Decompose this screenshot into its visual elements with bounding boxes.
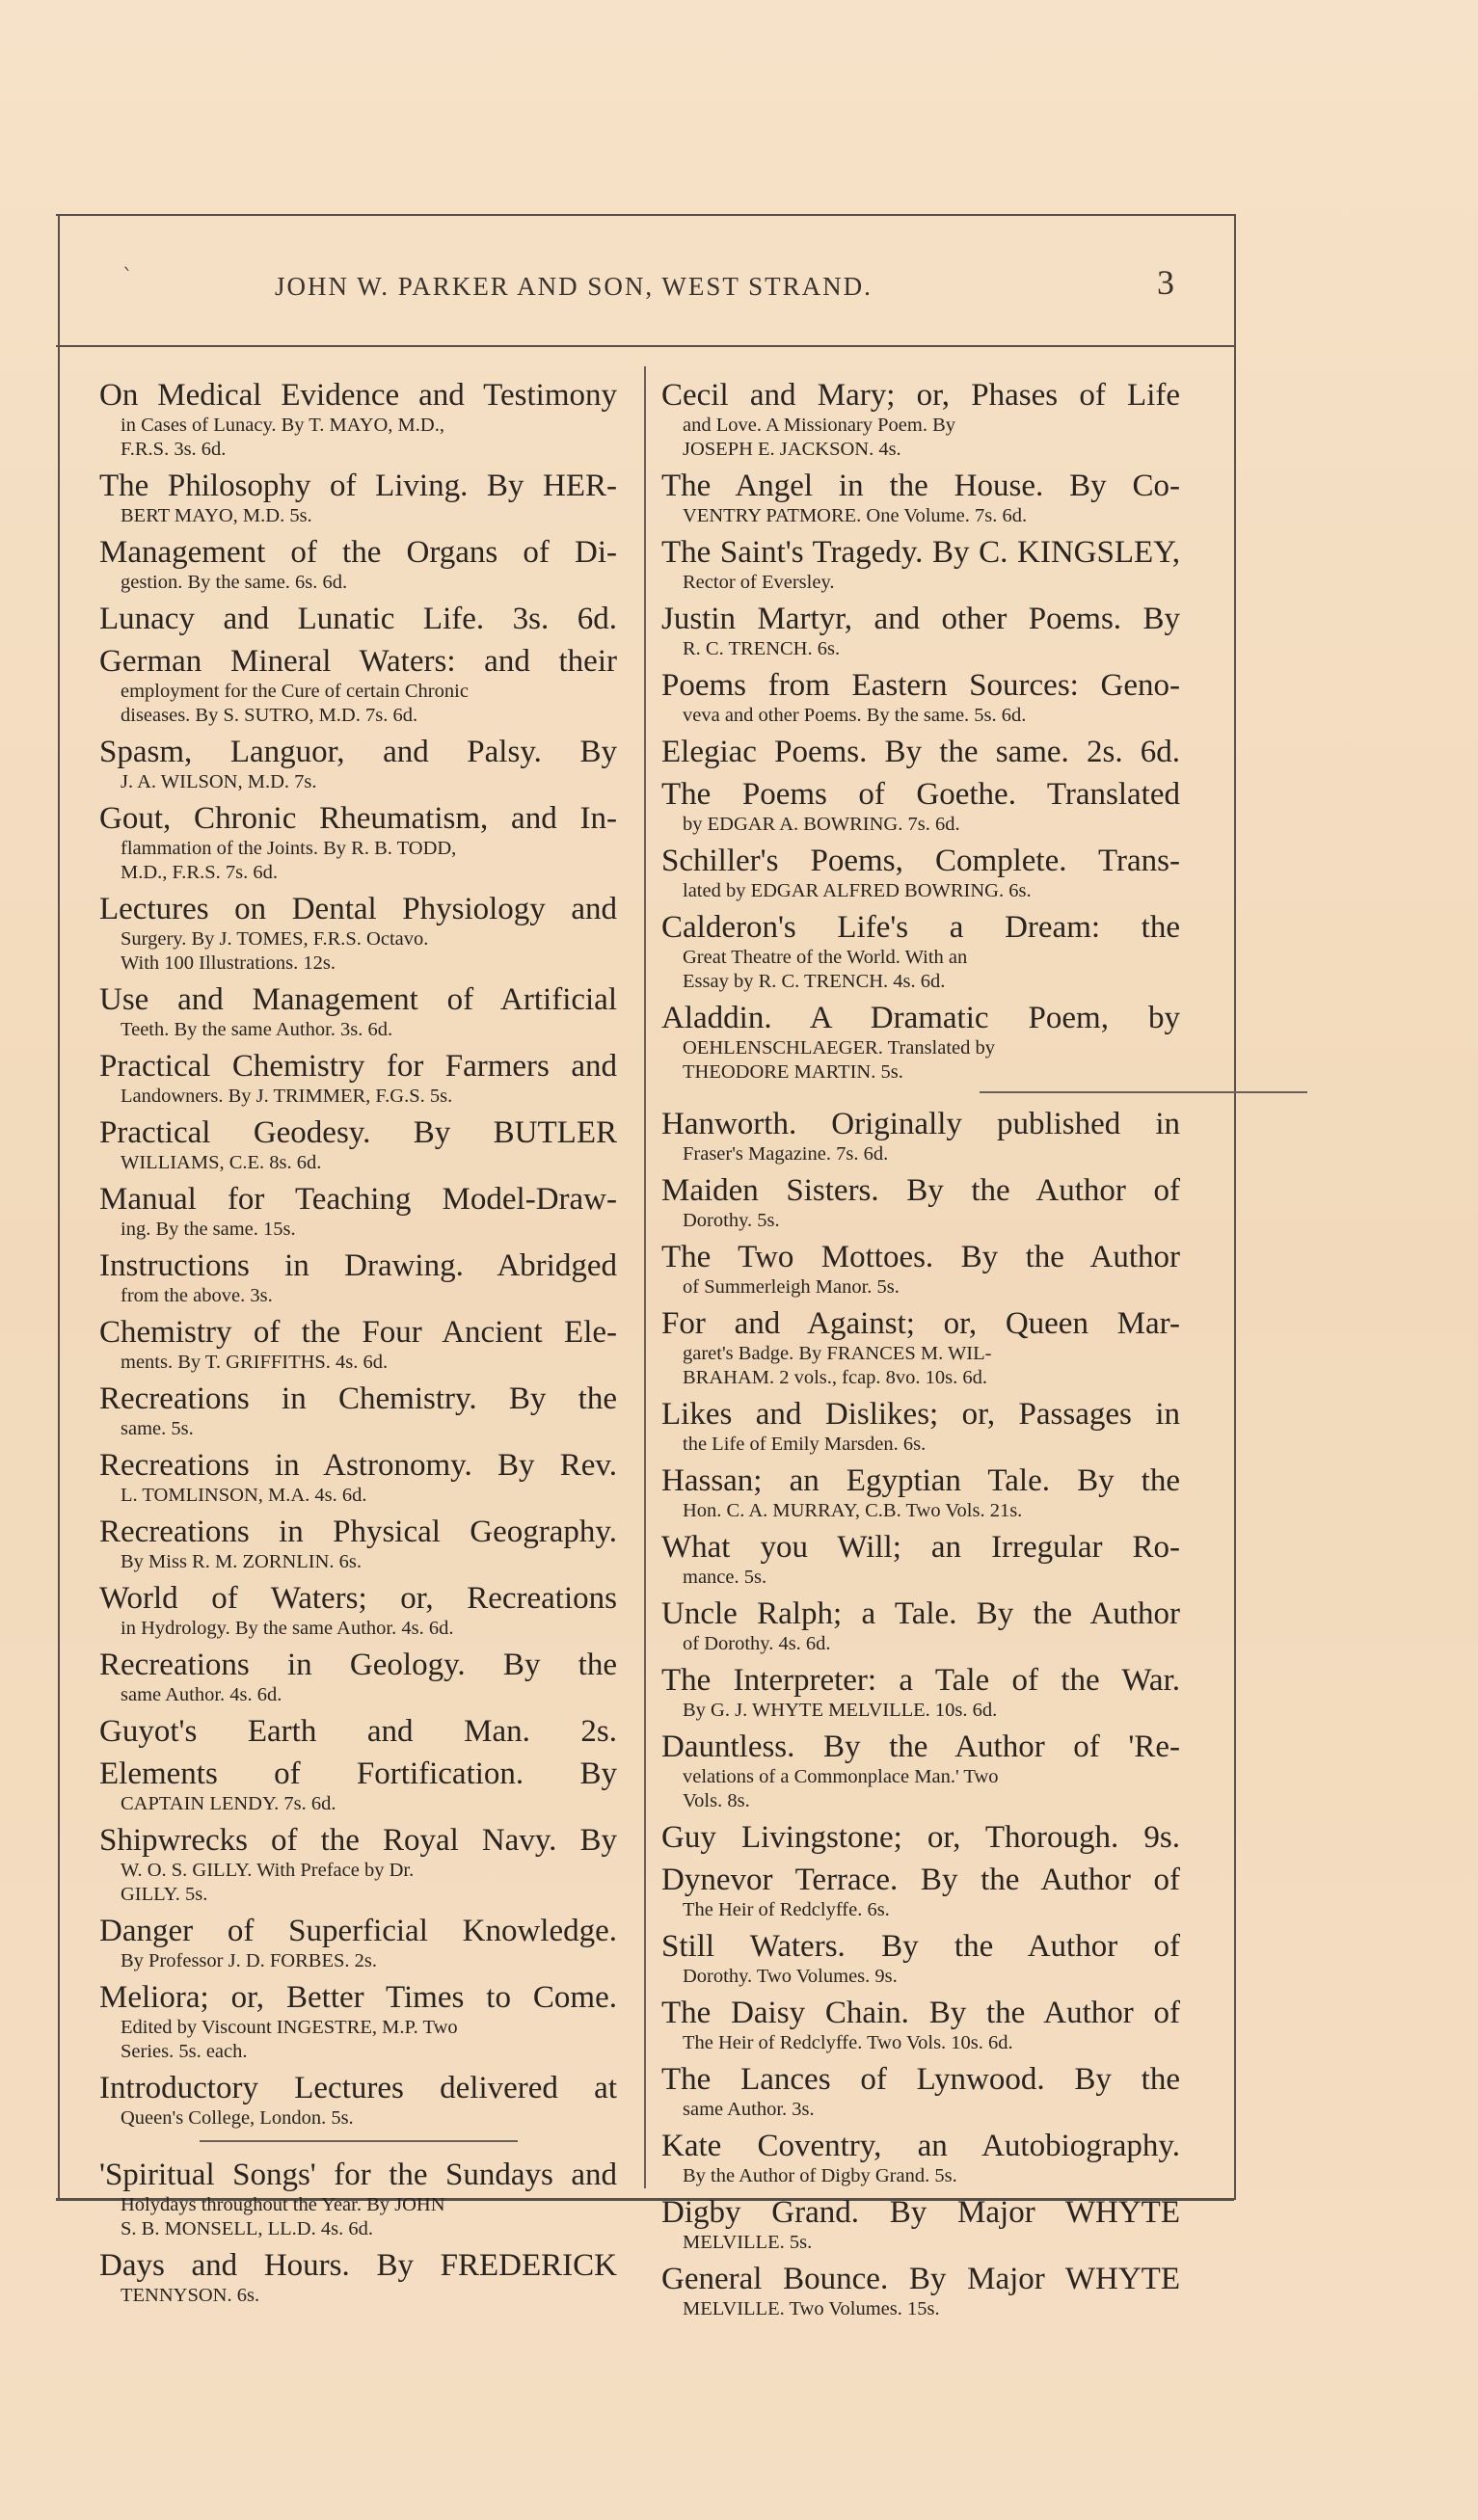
entry-description-line: MELVILLE. Two Volumes. 15s. [683,2298,940,2319]
entry-title: Meliora; or, Better Times to Come. [99,1980,617,2015]
catalogue-entry [99,1182,617,1242]
catalogue-entry [99,378,617,462]
catalogue-entry [99,2248,617,2308]
entry-title: Use and Management of Artificial [99,982,617,1017]
header-rule [56,345,1234,347]
catalogue-entry [99,2071,617,2131]
entry-title: Uncle Ralph; a Tale. By the Author [661,1596,1180,1631]
catalogue-entry [661,1173,1180,1233]
catalogue-entry [661,535,1180,595]
right-column [661,378,1180,2328]
entry-description-line: WILLIAMS, C.E. 8s. 6d. [121,1152,322,1173]
entry-description-line: employment for the Cure of certain Chronic [121,681,469,702]
entry-description-line: The Heir of Redclyffe. Two Vols. 10s. 6d. [683,2032,1013,2053]
entry-title: For and Against; or, Queen Mar- [661,1306,1180,1341]
entry-title: Digby Grand. By Major WHYTE [661,2195,1180,2230]
right-section-rule [980,1091,1307,1093]
catalogue-entry [99,602,617,637]
entry-title: Practical Chemistry for Farmers and [99,1049,617,1084]
entry-description-line: Teeth. By the same Author. 3s. 6d. [121,1019,393,1040]
entry-description-line: Dorothy. Two Volumes. 9s. [683,1966,898,1987]
entry-title: The Two Mottoes. By the Author [661,1240,1180,1274]
entry-description-line: mance. 5s. [683,1567,767,1588]
entry-description-line: J. A. WILSON, M.D. 7s. [121,771,317,792]
catalogue-entry [661,910,1180,994]
entry-description-line: By G. J. WHYTE MELVILLE. 10s. 6d. [683,1700,998,1721]
entry-description-line: gestion. By the same. 6s. 6d. [121,572,348,593]
entry-title: Danger of Superficial Knowledge. [99,1914,617,1948]
entry-title: Days and Hours. By FREDERICK [99,2248,617,2283]
entry-description-line: same. 5s. [121,1418,194,1439]
entry-title: The Daisy Chain. By the Author of [661,1996,1180,2030]
entry-title: The Saint's Tragedy. By C. KINGSLEY, [661,535,1180,570]
entry-description-line: of Dorothy. 4s. 6d. [683,1633,831,1654]
entry-description-line: By the Author of Digby Grand. 5s. [683,2165,957,2186]
entry-title: Gout, Chronic Rheumatism, and In- [99,801,617,836]
entry-title: Recreations in Astronomy. By Rev. [99,1448,617,1483]
entry-title: Spasm, Languor, and Palsy. By [99,735,617,769]
entry-description-line: MELVILLE. 5s. [683,2232,813,2253]
entry-description-line: S. B. MONSELL, LL.D. 4s. 6d. [121,2218,373,2239]
catalogue-entry [99,1049,617,1109]
entry-title: Hassan; an Egyptian Tale. By the [661,1463,1180,1498]
entry-title: Elements of Fortification. By [99,1756,617,1791]
entry-title: German Mineral Waters: and their [99,644,617,679]
entry-description-line: ments. By T. GRIFFITHS. 4s. 6d. [121,1352,389,1373]
entry-title: Cecil and Mary; or, Phases of Life [661,378,1180,413]
entry-description-line: in Cases of Lunacy. By T. MAYO, M.D., [121,415,444,436]
entry-description-line: W. O. S. GILLY. With Preface by Dr. [121,1860,415,1881]
entry-title: Aladdin. A Dramatic Poem, by [661,1001,1180,1035]
catalogue-entry [661,1729,1180,1813]
entry-title: Poems from Eastern Sources: Geno- [661,668,1180,703]
entry-description-line: With 100 Illustrations. 12s. [121,952,336,974]
entry-description-line: by EDGAR A. BOWRING. 7s. 6d. [683,814,960,835]
left-section-rule [200,2140,518,2142]
left-column-list-after-rule [99,2158,617,2308]
entry-description-line: in Hydrology. By the same Author. 4s. 6d. [121,1618,454,1639]
catalogue-entry [661,1306,1180,1390]
catalogue-entry [661,735,1180,770]
entry-description-line: Essay by R. C. TRENCH. 4s. 6d. [683,971,946,992]
catalogue-entry [99,892,617,976]
entry-title: Lectures on Dental Physiology and [99,892,617,926]
entry-description-line: Surgery. By J. TOMES, F.R.S. Octavo. [121,928,429,950]
entry-title: Guyot's Earth and Man. 2s. [99,1714,617,1749]
entry-title: On Medical Evidence and Testimony [99,378,617,413]
entry-description-line: ing. By the same. 15s. [121,1219,296,1240]
entry-description-line: VENTRY PATMORE. One Volume. 7s. 6d. [683,505,1028,526]
catalogue-entry [661,1596,1180,1656]
entry-title: Recreations in Chemistry. By the [99,1381,617,1416]
catalogue-entry [661,844,1180,903]
entry-title: Calderon's Life's a Dream: the [661,910,1180,945]
catalogue-entry [99,982,617,1042]
catalogue-entry [661,1463,1180,1523]
catalogue-entry [99,1914,617,1973]
catalogue-entry [661,1001,1180,1085]
entry-description-line: M.D., F.R.S. 7s. 6d. [121,862,278,883]
entry-description-line: Dorothy. 5s. [683,1210,780,1231]
catalogue-entry [661,469,1180,528]
entry-description-line: OEHLENSCHLAEGER. Translated by [683,1037,996,1059]
catalogue-entry [661,1530,1180,1590]
entry-description-line: the Life of Emily Marsden. 6s. [683,1434,927,1455]
catalogue-entry [661,378,1180,462]
left-column-list [99,378,617,2131]
catalogue-entry [661,1929,1180,1989]
stray-mark: ` [122,266,133,290]
catalogue-entry [99,1381,617,1441]
running-header: JOHN W. PARKER AND SON, WEST STRAND. [275,272,873,301]
entry-title: Likes and Dislikes; or, Passages in [661,1397,1180,1432]
catalogue-entry [99,1248,617,1308]
entry-title: Lunacy and Lunatic Life. 3s. 6d. [99,602,617,636]
catalogue-entry [661,2062,1180,2122]
entry-title: Schiller's Poems, Complete. Trans- [661,844,1180,878]
entry-title: General Bounce. By Major WHYTE [661,2262,1180,2296]
catalogue-entry [99,1648,617,1707]
right-column-list-after-rule [661,1107,1180,2321]
left-column [99,378,617,2315]
entry-description-line: By Miss R. M. ZORNLIN. 6s. [121,1551,363,1572]
catalogue-entry [99,1980,617,2064]
entry-description-line: from the above. 3s. [121,1285,273,1306]
entry-title: Management of the Organs of Di- [99,535,617,570]
catalogue-entry [661,1240,1180,1300]
entry-title: Chemistry of the Four Ancient Ele- [99,1315,617,1350]
entry-description-line: Hon. C. A. MURRAY, C.B. Two Vols. 21s. [683,1500,1023,1521]
catalogue-entry [99,1581,617,1641]
catalogue-entry [99,469,617,528]
catalogue-entry [99,1315,617,1375]
entry-title: The Angel in the House. By Co- [661,469,1180,503]
entry-description-line: flammation of the Joints. By R. B. TODD, [121,838,457,859]
entry-title: Hanworth. Originally published in [661,1107,1180,1141]
entry-description-line: JOSEPH E. JACKSON. 4s. [683,439,901,460]
entry-title: Guy Livingstone; or, Thorough. 9s. [661,1820,1180,1855]
catalogue-entry [661,1996,1180,2055]
entry-description-line: CAPTAIN LENDY. 7s. 6d. [121,1793,336,1814]
entry-description-line: BRAHAM. 2 vols., fcap. 8vo. 10s. 6d. [683,1367,988,1388]
entry-description-line: veva and other Poems. By the same. 5s. 6d. [683,705,1027,726]
catalogue-entry [99,1115,617,1175]
entry-description-line: R. C. TRENCH. 6s. [683,638,841,659]
catalogue-entry [99,1448,617,1508]
catalogue-entry [661,2262,1180,2321]
entry-title: The Poems of Goethe. Translated [661,777,1180,812]
entry-title: What you Will; an Irregular Ro- [661,1530,1180,1565]
entry-description-line: TENNYSON. 6s. [121,2285,260,2306]
catalogue-entry [661,777,1180,837]
entry-title: The Interpreter: a Tale of the War. [661,1663,1180,1698]
entry-description-line: Fraser's Magazine. 7s. 6d. [683,1143,889,1165]
entry-description-line: Queen's College, London. 5s. [121,2107,354,2129]
entry-title: World of Waters; or, Recreations [99,1581,617,1616]
entry-description-line: Landowners. By J. TRIMMER, F.G.S. 5s. [121,1086,453,1107]
catalogue-entry [661,1663,1180,1723]
entry-description-line: Holydays throughout the Year. By JOHN [121,2194,445,2215]
entry-description-line: L. TOMLINSON, M.A. 4s. 6d. [121,1485,367,1506]
entry-description-line: same Author. 4s. 6d. [121,1684,282,1705]
entry-description-line: BERT MAYO, M.D. 5s. [121,505,312,526]
catalogue-entry [661,2129,1180,2188]
entry-title: Maiden Sisters. By the Author of [661,1173,1180,1208]
entry-description-line: GILLY. 5s. [121,1884,208,1905]
entry-description-line: Series. 5s. each. [121,2041,248,2062]
catalogue-entry [99,644,617,728]
catalogue-entry [661,668,1180,728]
entry-description-line: velations of a Commonplace Man.' Two [683,1766,999,1787]
entry-title: Introductory Lectures delivered at [99,2071,617,2105]
right-column-list [661,378,1180,1085]
entry-title: Justin Martyr, and other Poems. By [661,602,1180,636]
entry-description-line: THEODORE MARTIN. 5s. [683,1061,903,1083]
entry-description-line: F.R.S. 3s. 6d. [121,439,227,460]
catalogue-entry [661,602,1180,661]
entry-title: The Lances of Lynwood. By the [661,2062,1180,2097]
entry-title: Dynevor Terrace. By the Author of [661,1863,1180,1897]
entry-title: The Philosophy of Living. By HER- [99,469,617,503]
entry-title: Shipwrecks of the Royal Navy. By [99,1823,617,1858]
entry-description-line: garet's Badge. By FRANCES M. WIL- [683,1343,992,1364]
entry-description-line: By Professor J. D. FORBES. 2s. [121,1950,377,1971]
entry-title: Recreations in Geology. By the [99,1648,617,1682]
catalogue-entry [661,1397,1180,1457]
entry-description-line: Great Theatre of the World. With an [683,947,968,968]
entry-description-line: Edited by Viscount INGESTRE, M.P. Two [121,2017,458,2038]
entry-description-line: same Author. 3s. [683,2099,815,2120]
catalogue-entry [661,2195,1180,2255]
catalogue-entry [661,1863,1180,1922]
entry-title: Kate Coventry, an Autobiography. [661,2129,1180,2163]
page-number: 3 [1157,263,1174,302]
entry-description-line: lated by EDGAR ALFRED BOWRING. 6s. [683,880,1032,901]
catalogue-entry [661,1820,1180,1856]
entry-title: Manual for Teaching Model-Draw- [99,1182,617,1217]
entry-description-line: and Love. A Missionary Poem. By [683,415,956,436]
entry-title: Still Waters. By the Author of [661,1929,1180,1964]
column-divider [644,366,646,2188]
entry-title: Dauntless. By the Author of 'Re- [661,1729,1180,1764]
entry-title: 'Spiritual Songs' for the Sundays and [99,2158,617,2192]
catalogue-entry [99,1756,617,1816]
catalogue-entry [99,801,617,885]
entry-description-line: The Heir of Redclyffe. 6s. [683,1899,890,1920]
entry-title: Recreations in Physical Geography. [99,1515,617,1549]
catalogue-entry [99,735,617,794]
catalogue-entry [99,1515,617,1574]
top-rule [56,214,1234,216]
entry-title: Elegiac Poems. By the same. 2s. 6d. [661,735,1180,769]
entry-description-line: Vols. 8s. [683,1790,750,1811]
entry-description-line: Rector of Eversley. [683,572,835,593]
entry-title: Practical Geodesy. By BUTLER [99,1115,617,1150]
catalogue-entry [99,2158,617,2241]
catalogue-entry [99,1714,617,1750]
entry-title: Instructions in Drawing. Abridged [99,1248,617,1283]
catalogue-entry [99,535,617,595]
entry-description-line: diseases. By S. SUTRO, M.D. 7s. 6d. [121,705,418,726]
catalogue-entry [661,1107,1180,1166]
entry-description-line: of Summerleigh Manor. 5s. [683,1276,900,1298]
catalogue-entry [99,1823,617,1907]
